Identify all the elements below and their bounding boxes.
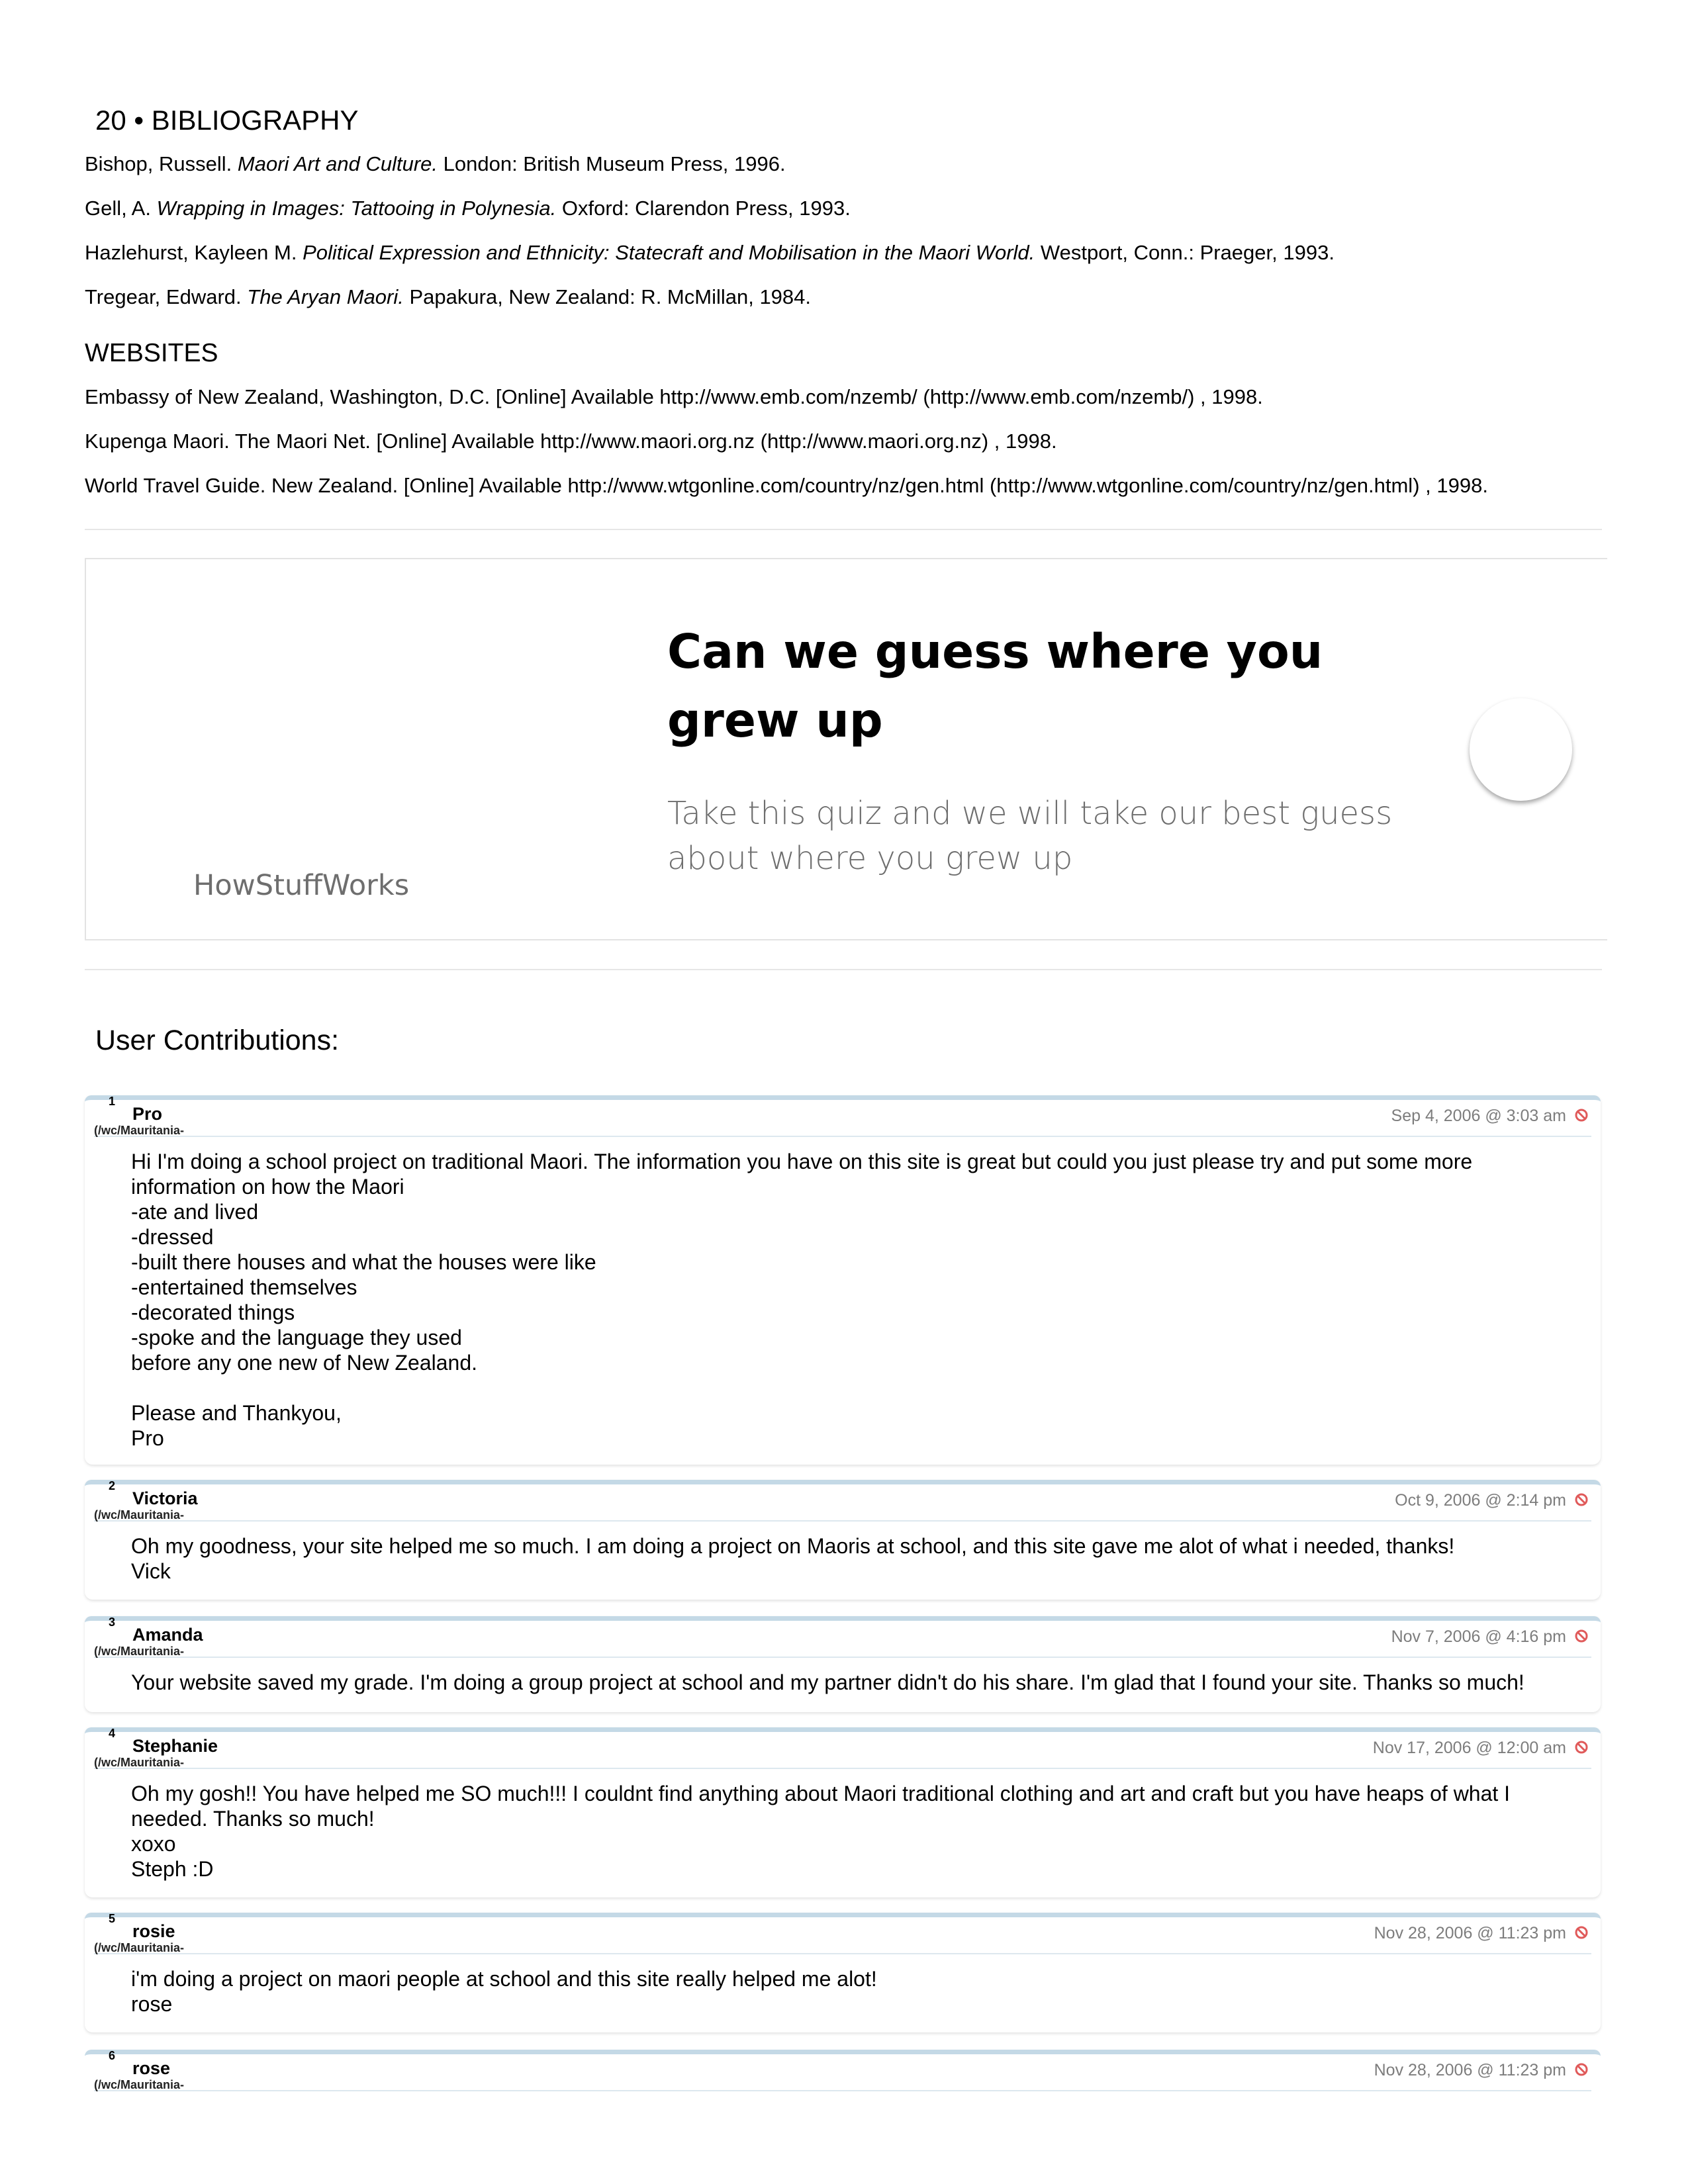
comment-body: i'm doing a project on maori people at school and this site really helped me alot! rose [131, 1967, 877, 2016]
bibliography-entry [85, 197, 851, 220]
comment-card [85, 1616, 1601, 1712]
bib-title: Maori Art and Culture. [237, 152, 438, 175]
bib-author: Gell, A. [85, 197, 151, 220]
report-flag-icon[interactable] [1574, 1108, 1589, 1122]
divider [85, 969, 1602, 970]
bib-publisher: London: British Museum Press, 1996. [443, 152, 786, 175]
ad-source-label: HowStuffWorks [193, 869, 410, 902]
bib-title: Wrapping in Images: Tattooing in Polynesia. [156, 197, 557, 220]
comment-author-link[interactable]: (/wc/Mauritania- [94, 1508, 185, 1522]
comment-body: Oh my gosh!! You have helped me SO much!!! I couldnt find anything about Maori traditional clothing and art and craft but you have heaps of what I needed. Thanks so much! xoxo Steph :D [131, 1782, 1511, 1881]
comment-number: 2 [109, 1479, 116, 1492]
comment-card [85, 1480, 1601, 1600]
comment-card [85, 1913, 1601, 2032]
report-flag-icon[interactable] [1574, 1629, 1589, 1643]
report-flag-icon[interactable] [1574, 1740, 1589, 1754]
comment-number: 3 [109, 1615, 116, 1629]
comment-body: Your website saved my grade. I'm doing a group project at school and my partner didn't do his share. I'm glad that I found your site. Thanks so much! [131, 1670, 1524, 1694]
comment-body: Oh my goodness, your site helped me so much. I am doing a project on Maoris at school, and this site gave me alot of what i needed, thanks! Vick [131, 1534, 1455, 1583]
report-flag-icon[interactable] [1574, 1925, 1589, 1940]
comment-card [85, 1727, 1601, 1897]
website-entry[interactable]: World Travel Guide. New Zealand. [Online] Available http://www.wtgonline.com/country/nz/gen.html (http://www.wtgonline.com/country/nz/gen.html) , 1998. [85, 474, 1488, 497]
comment-author-link[interactable]: (/wc/Mauritania- [94, 1645, 185, 1658]
comment-card [85, 1095, 1601, 1465]
comment-number: 6 [109, 2049, 116, 2062]
comment-card [85, 2050, 1601, 2107]
report-flag-icon[interactable] [1574, 1492, 1589, 1507]
comment-author-link[interactable]: (/wc/Mauritania- [94, 1756, 185, 1769]
bib-title: The Aryan Maori. [247, 285, 404, 308]
comment-number: 4 [109, 1727, 116, 1740]
comment-date: Nov 17, 2006 @ 12:00 am [1372, 1739, 1566, 1757]
contributions-heading: User Contributions: [95, 1024, 340, 1056]
comment-number: 1 [109, 1095, 116, 1108]
bibliography-heading: 20 • BIBLIOGRAPHY [95, 105, 359, 136]
comment-author: Pro [132, 1104, 163, 1124]
website-entry[interactable]: Kupenga Maori. The Maori Net. [Online] Available http://www.maori.org.nz (http://www.maori.org.nz) , 1998. [85, 430, 1057, 453]
bibliography-entry [85, 241, 1335, 265]
comment-body: Hi I'm doing a school project on traditional Maori. The information you have on this site is great but could you just please try and put some more information on how the Maori -ate and lived -dressed -built there houses and what the houses were like -entertained themselves -decorated things -spoke and the language they used before any one new of New Zealand. Please and Thankyou, Pro [131, 1150, 1473, 1450]
sponsored-quiz-card[interactable] [85, 558, 1607, 940]
bib-publisher: Oxford: Clarendon Press, 1993. [561, 197, 851, 220]
website-entry[interactable]: Embassy of New Zealand, Washington, D.C. [Online] Available http://www.emb.com/nzemb/ (http://www.emb.com/nzemb/) , 1998. [85, 385, 1263, 408]
divider [85, 529, 1602, 530]
bib-author: Bishop, Russell. [85, 152, 232, 175]
quiz-subtitle: Take this quiz and we will take our best guess about where you grew up [667, 795, 1393, 877]
comment-author: Stephanie [132, 1736, 218, 1756]
bib-author: Hazlehurst, Kayleen M. [85, 241, 297, 264]
report-flag-icon[interactable] [1574, 2062, 1589, 2077]
next-arrow-button[interactable] [1470, 698, 1572, 801]
comment-number: 5 [109, 1912, 116, 1925]
comment-author: Amanda [132, 1625, 203, 1645]
bib-publisher: Westport, Conn.: Praeger, 1993. [1040, 241, 1335, 264]
bibliography-entry [85, 285, 811, 309]
comment-author: rosie [132, 1921, 175, 1941]
websites-heading: WEBSITES [85, 339, 218, 367]
comment-date: Nov 28, 2006 @ 11:23 pm [1374, 1924, 1566, 1942]
comment-date: Oct 9, 2006 @ 2:14 pm [1395, 1491, 1566, 1510]
comment-author-link[interactable]: (/wc/Mauritania- [94, 2078, 185, 2091]
comment-author-link[interactable]: (/wc/Mauritania- [94, 1941, 185, 1954]
bibliography-entry [85, 152, 786, 176]
comment-date: Sep 4, 2006 @ 3:03 am [1391, 1107, 1566, 1125]
comment-author-link[interactable]: (/wc/Mauritania- [94, 1124, 185, 1137]
comment-author: rose [132, 2058, 171, 2078]
quiz-title[interactable]: Can we guess where you grew up [667, 624, 1323, 748]
comment-author: Victoria [132, 1488, 198, 1508]
bib-publisher: Papakura, New Zealand: R. McMillan, 1984. [409, 285, 812, 308]
bib-author: Tregear, Edward. [85, 285, 242, 308]
comment-date: Nov 7, 2006 @ 4:16 pm [1391, 1627, 1566, 1646]
bib-title: Political Expression and Ethnicity: Statecraft and Mobilisation in the Maori World. [303, 241, 1035, 264]
comment-date: Nov 28, 2006 @ 11:23 pm [1374, 2061, 1566, 2079]
